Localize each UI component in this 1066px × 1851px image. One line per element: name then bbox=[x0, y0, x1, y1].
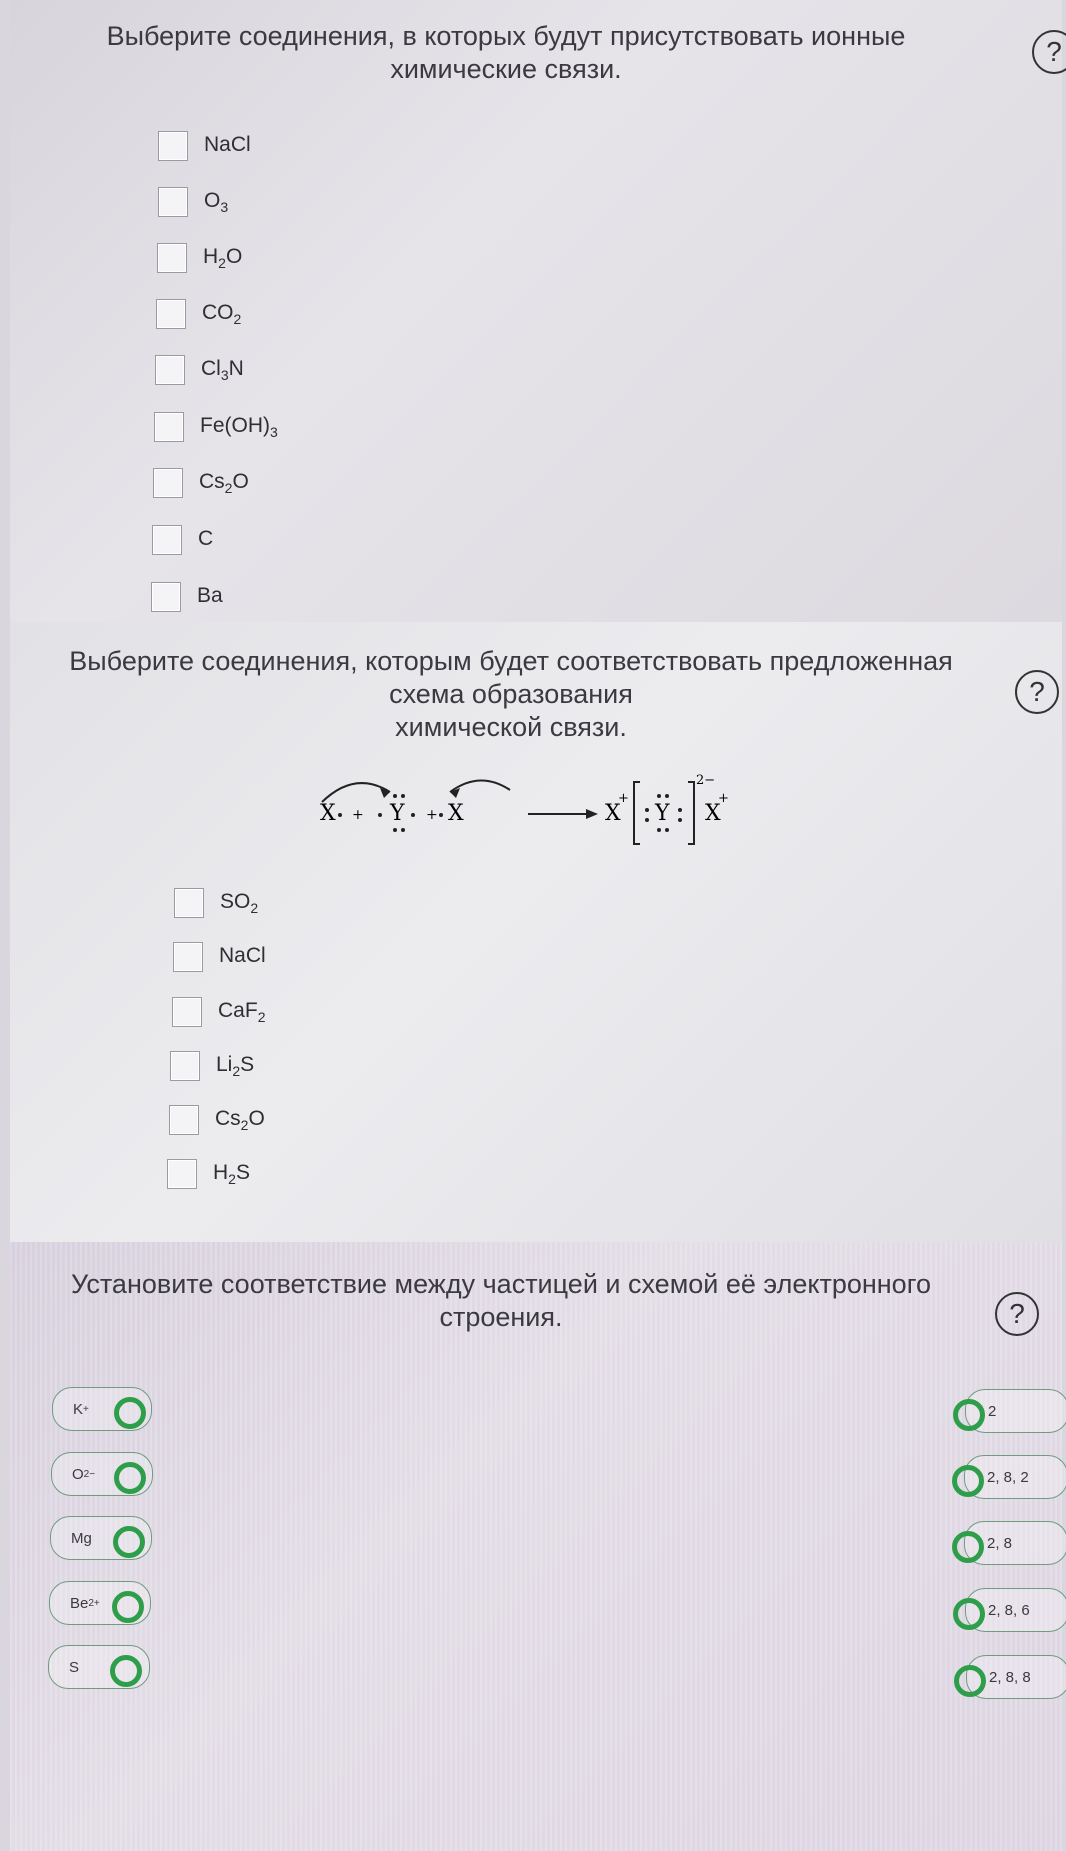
checkbox-option[interactable] bbox=[155, 351, 244, 389]
electron-dot bbox=[678, 808, 682, 812]
option-label: $H_2O$ bbox=[203, 244, 243, 272]
electron-dot bbox=[411, 813, 415, 817]
scheme-connector[interactable] bbox=[953, 1399, 985, 1431]
checkbox[interactable] bbox=[157, 243, 187, 273]
scheme-connector[interactable] bbox=[952, 1465, 984, 1497]
option-label: $Cs_2O$ bbox=[199, 469, 249, 497]
checkbox[interactable] bbox=[173, 942, 203, 972]
bracket-right bbox=[688, 782, 694, 844]
electron-dot bbox=[657, 828, 661, 832]
scheme-pill[interactable]: 2, 8, 8 bbox=[966, 1655, 1066, 1699]
question-2-title-line3: химической связи. bbox=[395, 712, 627, 742]
checkbox-option[interactable] bbox=[172, 993, 265, 1031]
checkbox-option[interactable] bbox=[154, 408, 278, 446]
particle-connector[interactable] bbox=[114, 1462, 146, 1494]
electron-dot bbox=[338, 813, 342, 817]
scheme-plus: + bbox=[352, 807, 364, 823]
particle-connector[interactable] bbox=[113, 1526, 145, 1558]
checkbox[interactable] bbox=[158, 131, 188, 161]
question-3-title bbox=[10, 1268, 992, 1334]
option-label: C bbox=[198, 526, 214, 550]
particle-connector[interactable] bbox=[110, 1655, 142, 1687]
option-label: $SO_2$ bbox=[220, 889, 259, 917]
scheme-pill[interactable]: 2 bbox=[965, 1389, 1066, 1433]
option-label: $CO_2$ bbox=[202, 300, 242, 328]
option-label: NaCl bbox=[204, 132, 251, 156]
checkbox-option[interactable] bbox=[158, 127, 251, 165]
checkbox[interactable] bbox=[154, 412, 184, 442]
checkbox[interactable] bbox=[153, 468, 183, 498]
checkbox[interactable] bbox=[172, 997, 202, 1027]
option-label: $O_3$ bbox=[204, 188, 229, 216]
question-1-title bbox=[10, 20, 1002, 86]
scheme-pill[interactable]: 2, 8 bbox=[964, 1521, 1066, 1565]
question-2-title-line1: Выберите соединения, которым будет соответствовать предложенная bbox=[69, 646, 953, 676]
option-label: Ba bbox=[197, 583, 223, 607]
product-x-right: X bbox=[705, 801, 721, 826]
reaction-arrow-head bbox=[586, 809, 598, 819]
checkbox[interactable] bbox=[174, 888, 204, 918]
checkbox[interactable] bbox=[167, 1159, 197, 1189]
product-x-left: X bbox=[605, 801, 621, 826]
help-icon[interactable]: ? bbox=[995, 1292, 1039, 1336]
electron-dot bbox=[645, 818, 649, 822]
question-3-title-line2: строения. bbox=[439, 1302, 563, 1332]
scheme-pill[interactable]: 2, 8, 2 bbox=[964, 1455, 1066, 1499]
scheme-x-left: X bbox=[320, 801, 336, 826]
help-icon[interactable]: ? bbox=[1015, 670, 1059, 714]
scheme-connector[interactable] bbox=[952, 1531, 984, 1563]
product-charge: 2− bbox=[696, 773, 716, 788]
option-label: $Fe(OH)_3$ bbox=[200, 413, 278, 441]
scheme-pill[interactable]: 2, 8, 6 bbox=[965, 1588, 1066, 1632]
checkbox-option[interactable] bbox=[157, 239, 242, 277]
checkbox-option[interactable] bbox=[173, 938, 266, 976]
checkbox-option[interactable] bbox=[174, 884, 258, 922]
particle-pill[interactable]: K + bbox=[52, 1387, 152, 1431]
question-1-title-line2: химические связи. bbox=[390, 54, 622, 84]
electron-dot bbox=[678, 818, 682, 822]
checkbox-option[interactable] bbox=[152, 521, 213, 559]
checkbox-option[interactable] bbox=[158, 183, 228, 221]
checkbox-option[interactable] bbox=[153, 464, 249, 502]
particle-pill[interactable]: O 2− bbox=[51, 1452, 153, 1496]
checkbox-option[interactable] bbox=[169, 1101, 265, 1139]
electron-dot bbox=[439, 813, 443, 817]
electron-dot bbox=[657, 794, 661, 798]
scheme-y-center: Y bbox=[390, 801, 405, 826]
option-label: $Cl_3N$ bbox=[201, 356, 244, 384]
option-label: $Cs_2O$ bbox=[215, 1106, 265, 1134]
question-2-title bbox=[10, 645, 1012, 744]
scheme-connector[interactable] bbox=[954, 1665, 986, 1697]
question-1-title-line1: Выберите соединения, в которых будут присутствовать ионные bbox=[106, 21, 906, 51]
checkbox-option[interactable] bbox=[167, 1155, 250, 1193]
checkbox-option[interactable] bbox=[156, 295, 241, 333]
option-label: NaCl bbox=[219, 943, 266, 967]
particle-pill[interactable]: Mg bbox=[50, 1516, 152, 1560]
particle-pill[interactable]: S bbox=[48, 1645, 150, 1689]
product-charge-right: + bbox=[718, 791, 729, 806]
product-y: Y bbox=[655, 801, 670, 826]
option-label: $H_2S$ bbox=[213, 1160, 250, 1188]
particle-pill[interactable]: Be 2+ bbox=[49, 1581, 151, 1625]
left-arrow-curve bbox=[322, 783, 390, 802]
question-3-title-line1: Установите соответствие между частицей и схемой её электронного bbox=[71, 1269, 931, 1299]
help-icon[interactable]: ? bbox=[1032, 30, 1066, 74]
checkbox[interactable] bbox=[155, 355, 185, 385]
question-3-panel bbox=[10, 1242, 1062, 1851]
scheme-connector[interactable] bbox=[953, 1598, 985, 1630]
checkbox[interactable] bbox=[158, 187, 188, 217]
electron-dot bbox=[378, 813, 382, 817]
electron-dot bbox=[393, 794, 397, 798]
checkbox[interactable] bbox=[152, 525, 182, 555]
checkbox[interactable] bbox=[156, 299, 186, 329]
product-charge-left: + bbox=[618, 791, 629, 806]
bond-formation-scheme bbox=[300, 752, 740, 862]
electron-dot bbox=[401, 828, 405, 832]
question-1-panel bbox=[10, 0, 1062, 622]
bracket-left bbox=[634, 782, 640, 844]
particle-connector[interactable] bbox=[112, 1591, 144, 1623]
checkbox-option[interactable] bbox=[170, 1047, 254, 1085]
option-label: $Li_2S$ bbox=[216, 1052, 255, 1080]
electron-dot bbox=[401, 794, 405, 798]
scheme-plus: + bbox=[426, 807, 438, 823]
electron-dot bbox=[665, 794, 669, 798]
electron-dot bbox=[665, 828, 669, 832]
checkbox[interactable] bbox=[170, 1051, 200, 1081]
question-2-panel bbox=[10, 622, 1062, 1242]
question-2-title-line2: схема образования bbox=[389, 679, 633, 709]
checkbox[interactable] bbox=[151, 582, 181, 612]
particle-connector[interactable] bbox=[114, 1397, 146, 1429]
electron-dot bbox=[393, 828, 397, 832]
option-label: CaF$_2$ bbox=[218, 998, 266, 1026]
electron-dot bbox=[645, 808, 649, 812]
checkbox[interactable] bbox=[169, 1105, 199, 1135]
checkbox-option[interactable] bbox=[151, 578, 223, 616]
scheme-x-right: X bbox=[448, 801, 464, 826]
